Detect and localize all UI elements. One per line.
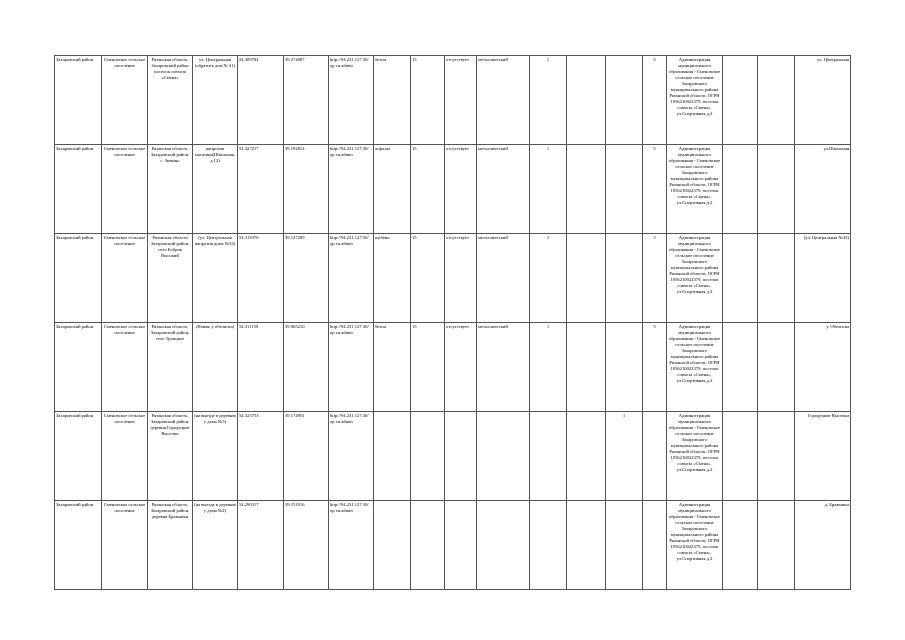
col13-cell (567, 323, 606, 412)
area-cell: 15 (411, 234, 445, 323)
table-row (55, 56, 851, 145)
municipality-cell: Сменовское сельское поселение (102, 234, 148, 323)
area-cell: 15 (411, 145, 445, 234)
col17-cell (723, 234, 758, 323)
street-cell: (на выезде в деревню у дома №2) (193, 501, 238, 590)
district-cell: Захаровский район (55, 56, 102, 145)
latitude-cell: 54.323753 (238, 412, 284, 501)
area-cell (411, 501, 445, 590)
district-cell: Захаровский район (55, 501, 102, 590)
col15-cell: 5 (643, 145, 667, 234)
col15-cell (643, 412, 667, 501)
municipality-cell: Сменовское сельское поселение (102, 323, 148, 412)
cover-cell (445, 501, 477, 590)
col12-cell (530, 412, 567, 501)
fence-type-cell: металлический (477, 145, 530, 234)
col17-cell (723, 412, 758, 501)
url-cell: http://94.231.127.30/ор гн.admin (329, 501, 374, 590)
cover-cell: отсутствует (445, 234, 477, 323)
source-cell: д. Бражники (795, 501, 851, 590)
owner-cell: Администрация муниципального образования - Сменовское сельское поселение Захаровского муниципального района Рязанской области, ОГРН 1056210022379, поселок совхоза «Смена», ул.Спортивная д.2 (667, 145, 723, 234)
district-cell: Захаровский район (55, 323, 102, 412)
municipality-cell: Сменовское сельское поселение (102, 56, 148, 145)
url-cell: http://94.231.127.30/ор гн.admin (329, 323, 374, 412)
col17-cell (723, 145, 758, 234)
col15-cell: 5 (643, 323, 667, 412)
surface-cell (374, 501, 411, 590)
document-sheet (54, 55, 849, 590)
owner-cell: Администрация муниципального образования - Сменовское сельское поселение Захаровского муниципального района Рязанской области, ОГРН 1056210022379, поселок совхоза «Смена», ул.Спортивная д.2 (667, 501, 723, 590)
col12-cell (530, 501, 567, 590)
table-row (55, 234, 851, 323)
col18-cell (758, 234, 795, 323)
col17-cell (723, 56, 758, 145)
col13-cell (567, 145, 606, 234)
address-cell: Рязанская область, Захаровский район поселок совхоза «Смена» (148, 56, 193, 145)
longitude-cell: 39.192814 (284, 145, 329, 234)
district-cell: Захаровский район (55, 234, 102, 323)
longitude-cell: 39.127289 (284, 234, 329, 323)
col18-cell (758, 323, 795, 412)
surface-cell (374, 412, 411, 501)
area-cell: 15 (411, 323, 445, 412)
owner-cell: Администрация муниципального образования - Сменовское сельское поселение Захаровского муниципального района Рязанской области, ОГРН 1056210022379, поселок совхоза «Смена», ул.Спортивная д.2 (667, 412, 723, 501)
cover-cell: отсутствует (445, 56, 477, 145)
url-cell: http://94.231.127.30/ор гн.admin (329, 56, 374, 145)
col18-cell (758, 501, 795, 590)
col14-cell (606, 56, 643, 145)
surface-cell: асфальт (374, 145, 411, 234)
col13-cell (567, 501, 606, 590)
district-cell: Захаровский район (55, 145, 102, 234)
cover-cell: отсутствует (445, 145, 477, 234)
col13-cell (567, 56, 606, 145)
col18-cell (758, 145, 795, 234)
district-cell: Захаровский район (55, 412, 102, 501)
col14-cell (606, 145, 643, 234)
cover-cell (445, 412, 477, 501)
col14-cell: 1 (606, 412, 643, 501)
latitude-cell: 54.290317 (238, 501, 284, 590)
fence-type-cell: металлический (477, 56, 530, 145)
street-cell: (Новая, у обелиска) (193, 323, 238, 412)
latitude-cell: 54.313376 (238, 234, 284, 323)
col14-cell (606, 234, 643, 323)
longitude-cell: 39.065210 (284, 323, 329, 412)
surface-cell: щебень (374, 234, 411, 323)
col15-cell: 5 (643, 56, 667, 145)
col12-cell: 1 (530, 145, 567, 234)
col18-cell (758, 412, 795, 501)
sites-table (54, 55, 851, 590)
surface-cell: бетон (374, 323, 411, 412)
latitude-cell: 54.327217 (238, 145, 284, 234)
source-cell: ул.Школьная (795, 145, 851, 234)
url-cell: http://94.231.127.30/ор гн.admin (329, 145, 374, 234)
address-cell: Рязанская область Захаровский район, село Бобров Высокий (148, 234, 193, 323)
address-cell: Рязанская область, Захаровский район, село Троицкое (148, 323, 193, 412)
table-row (55, 501, 851, 590)
street-cell: (ул. Центральная напротив дома №33) (193, 234, 238, 323)
col15-cell: 5 (643, 234, 667, 323)
latitude-cell: 54.311159 (238, 323, 284, 412)
table-row (55, 323, 851, 412)
col12-cell: 1 (530, 56, 567, 145)
municipality-cell: Сменовское сельское поселение (102, 501, 148, 590)
table-row (55, 412, 851, 501)
municipality-cell: Сменовское сельское поселение (102, 412, 148, 501)
address-cell: Рязанская область, Захаровский район, деревня Бражники (148, 501, 193, 590)
street-cell: напротив магазина(Школьная,д.12) (193, 145, 238, 234)
area-cell (411, 412, 445, 501)
fence-type-cell (477, 412, 530, 501)
longitude-cell: 39.274087 (284, 56, 329, 145)
col17-cell (723, 501, 758, 590)
surface-cell: бетон (374, 56, 411, 145)
owner-cell: Администрация муниципального образования - Сменовское сельское поселение Захаровского муниципального района Рязанской области, ОГРН 1056210022379, поселок совхоза «Смена», ул.Спортивная д.2 (667, 56, 723, 145)
owner-cell: Администрация муниципального образования - Сменовское сельское поселение Захаровского муниципального района Рязанской области, ОГРН 1056210022379, поселок совхоза «Смена», ул.Спортивная д.2 (667, 323, 723, 412)
url-cell: http://94.231.127.30/ор гн.admin (329, 234, 374, 323)
col18-cell (758, 56, 795, 145)
col14-cell (606, 323, 643, 412)
address-cell: Рязанская область, Захаровский район, деревня Городецкие Выселки (148, 412, 193, 501)
address-cell: Рязанская область, Захаровский район, с. Зимино (148, 145, 193, 234)
col17-cell (723, 323, 758, 412)
owner-cell: Администрация муниципального образования - Сменовское сельское поселение Захаровского муниципального района Рязанской области, ОГРН 1056210022379, поселок совхоза «Смена», ул.Спортивная д.2 (667, 234, 723, 323)
col13-cell (567, 234, 606, 323)
area-cell: 15 (411, 56, 445, 145)
municipality-cell: Сменовское сельское поселение (102, 145, 148, 234)
fence-type-cell (477, 501, 530, 590)
source-cell: (ул. Центральная №33) (795, 234, 851, 323)
longitude-cell: 39.151016 (284, 501, 329, 590)
col12-cell: 1 (530, 234, 567, 323)
street-cell: ул. Центральная (обратить дом № 21) (193, 56, 238, 145)
latitude-cell: 54.309784 (238, 56, 284, 145)
col15-cell (643, 501, 667, 590)
longitude-cell: 39.174951 (284, 412, 329, 501)
fence-type-cell: металлический (477, 323, 530, 412)
street-cell: (на выезде в деревню у дома №5) (193, 412, 238, 501)
col12-cell: 1 (530, 323, 567, 412)
source-cell: Городецкие Выселки (795, 412, 851, 501)
url-cell: http://94.231.127.30/ор гн.admin (329, 412, 374, 501)
col13-cell (567, 412, 606, 501)
table-row (55, 145, 851, 234)
source-cell: ул. Центральная (795, 56, 851, 145)
fence-type-cell: металлический (477, 234, 530, 323)
col14-cell (606, 501, 643, 590)
source-cell: у. Обелиска (795, 323, 851, 412)
cover-cell: отсутствует (445, 323, 477, 412)
